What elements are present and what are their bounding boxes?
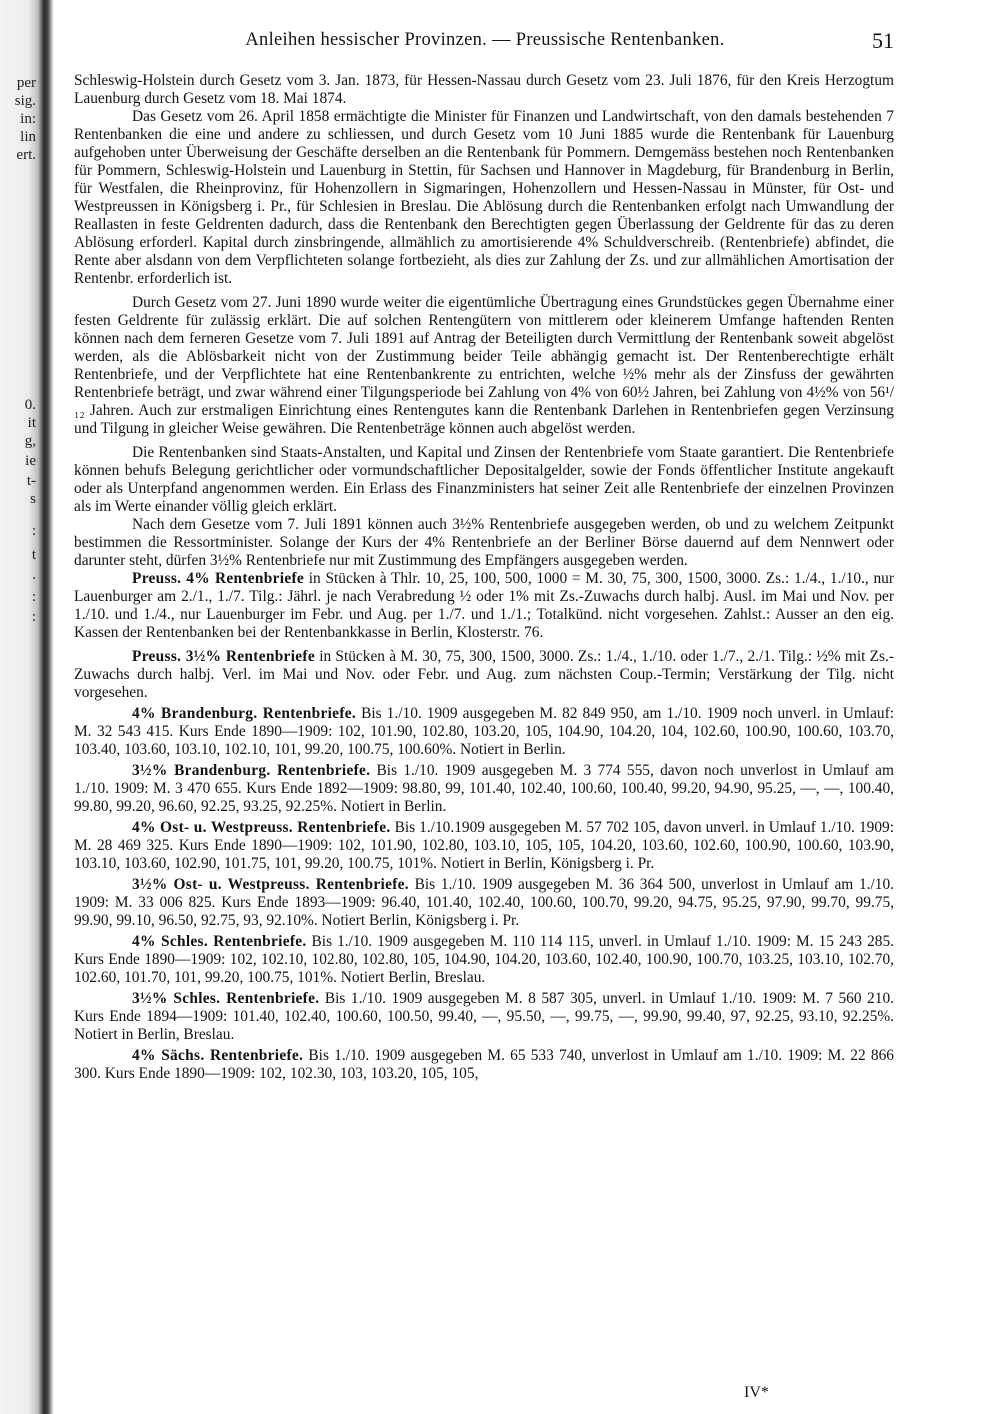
bond-label: 4% Brandenburg. Rentenbriefe. <box>132 705 357 722</box>
bond-text: Bis 1./10. 1909 ausgegeben M. 3 774 555, davon noch unverlost in Umlauf am 1./10. 1909: M. 3 470 655. Kurs Ende 1892—1909: 98.80, 99, 101.40, 102.40, 100.60, 100.40, 99.20, 94.90, 95.25, —, —, 100.40, 99.80, 99.20, 96.60, 92.25, 93.25, 92.25%. Notiert in Berlin. <box>74 762 894 815</box>
gutter-fragment: sig. <box>14 93 36 109</box>
running-title: Anleihen hessischer Provinzen. — Preussische Rentenbanken. <box>245 30 725 50</box>
gutter-fragment: g, <box>24 433 36 449</box>
bond-label: 4% Ost- u. Westpreuss. Rentenbriefe. <box>132 819 391 836</box>
bond-entry <box>74 762 894 816</box>
bond-entry <box>74 819 894 873</box>
gutter-fragment: in: <box>20 111 36 127</box>
bond-entry <box>74 705 894 759</box>
gutter-fragment: t <box>31 547 36 563</box>
bond-entry <box>74 933 894 987</box>
bond-text: in Stücken à M. 30, 75, 300, 1500, 3000. Zs.: 1./4., 1./10. oder 1./7., 2./1. Tilg.: ½% mit Zs.-Zuwachs durch halbj. Verl. im Mai und Nov. oder Febr. und Aug. zum nächsten Coup.-Termin; Verstärkung der Tilg. nicht vorgesehen. <box>74 648 894 701</box>
bond-text: Bis 1./10. 1909 ausgegeben M. 110 114 115, unverl. in Umlauf 1./10. 1909: M. 15 243 285. Kurs Ende 1890—1909: 102, 102.10, 102.80, 102.80, 105, 104.90, 104.20, 103.60, 102.40, 100.90, 100.70, 103.25, 103.10, 102.70, 102.60, 101.70, 101, 99.20, 100.75, 101%. Notiert Berlin, Breslau. <box>74 933 895 986</box>
bond-text: Bis 1./10.1909 ausgegeben M. 57 702 105, davon unverl. in Umlauf 1./10. 1909: M. 28 469 325. Kurs Ende 1890—1909: 102, 101.90, 102.80, 103.10, 105, 105, 104.20, 103.60, 102.60, 100.90, 100.60, 103.90, 103.10, 103.60, 102.90, 101.75, 101, 99.20, 100.75, 101%. Notiert in Berlin, Königsberg i. Pr. <box>74 819 895 872</box>
gutter-fragment: t- <box>26 473 36 489</box>
paragraph: Nach dem Gesetze vom 7. Juli 1891 können auch 3½% Rentenbriefe ausgegeben werden, ob und zu welchem Zeitpunkt bestimmen die Ressortminister. Solange der Kurs der 4% Rentenbriefe an der Berliner Börse dauernd auf dem Nennwert oder darunter steht, dürfen 3½% Rentenbriefe nur mit Zustimmung des Empfängers ausgegeben werden. <box>74 516 894 569</box>
bond-label: 3½% Schles. Rentenbriefe. <box>132 990 320 1007</box>
gutter-fragment: : <box>31 589 36 605</box>
bond-label: Preuss. 4% Rentenbriefe <box>132 570 305 587</box>
gutter-fragment: ert. <box>16 147 36 163</box>
bond-text: Bis 1./10. 1909 ausgegeben M. 36 364 500, unverlost in Umlauf am 1./10. 1909: M. 33 006 825. Kurs Ende 1893—1909: 96.40, 101.40, 102.40, 100.60, 100.70, 99.20, 94.75, 95.25, 97.90, 99.70, 99.75, 99.90, 99.10, 96.50, 92.75, 93, 92.10%. Notiert Berlin, Königsberg i. Pr. <box>74 876 894 929</box>
bond-label: Preuss. 3½% Rentenbriefe <box>132 648 315 665</box>
gutter-fragment: per <box>16 75 36 91</box>
bond-label: 3½% Ost- u. Westpreuss. Rentenbriefe. <box>132 876 409 893</box>
signature-mark: IV* <box>744 1384 769 1401</box>
gutter-fragment: ie <box>25 453 36 469</box>
paragraph: Das Gesetz vom 26. April 1858 ermächtigte die Minister für Finanzen und Landwirtschaft, von den damals bestehenden 7 Rentenbanken die eine und andere zu schliessen, und durch Gesetz vom 10 Juni 1885 wurde die Rentenbank für Lauenburg aufgehoben unter Überweisung der Geschäfte derselben an die Rentenbank für Pommern. Demgemäss bestehen noch Rentenbanken für Pommern, Schleswig-Holstein und Lauenburg in Stettin, für Sachsen und Hannover in Magdeburg, für Brandenburg in Berlin, für Westfalen, die Rheinprovinz, für Hohenzollern in Sigmaringen, Hohenzollern und Hessen-Nassau in Münster, für Ost- und Westpreussen in Königsberg i. Pr., für Schlesien in Breslau. Die Ablösung durch die Rentenbanken erfolgt nach Umwandlung der Reallasten in feste Geldrenten dadurch, dass die Rentenbank den Berechtigten gegen Überlassung der Geldrente für das zu deren Ablösung erforderl. Kapital durch zinsbringende, allmählich zu amortisierende 4% Schuldverschreib. (Rentenbriefe) abfindet, die Rente aber alsdann von dem Verpflichteten solange fortbezieht, als dies zur Zahlung der Zs. und zur allmählichen Amortisation der Rentenbr. erforderlich ist. <box>74 108 894 287</box>
bond-entry <box>74 648 894 702</box>
gutter-fragment: lin <box>20 129 36 145</box>
bond-label: 3½% Brandenburg. Rentenbriefe. <box>132 762 371 779</box>
gutter-fragment: : <box>31 609 36 625</box>
bond-text: Bis 1./10. 1909 ausgegeben M. 65 533 740, unverlost in Umlauf am 1./10. 1909: M. 22 866 300. Kurs Ende 1890—1909: 102, 102.30, 103, 103.20, 105, 105, <box>74 1047 894 1082</box>
bond-label: 4% Schles. Rentenbriefe. <box>132 933 307 950</box>
paragraph: Die Rentenbanken sind Staats-Anstalten, und Kapital und Zinsen der Rentenbriefe vom Staate garantiert. Die Rentenbriefe können behufs Belegung gerichtlicher oder vormundschaftlicher Depositalgelder, sowie der Fonds öffentlicher Institute angekauft oder als Unterpfand angenommen werden. Ein Erlass des Finanzministers hat seiner Zeit alle Rentenbriefe der einzelnen Provinzen als im Werte einander völlig gleich erklärt. <box>74 444 894 515</box>
bond-entry <box>74 990 894 1044</box>
page-number: 51 <box>872 28 894 53</box>
bond-entry <box>74 876 894 930</box>
bond-text: in Stücken à Thlr. 10, 25, 100, 500, 1000 = M. 30, 75, 300, 1500, 3000. Zs.: 1./4., 1./10., nur Lauenburger am 2./1., 1./7. Tilg.: Jährl. je nach Verabredung ½ oder 1% mit Zs.-Zuwachs durch halbj. Ausl. im Mai und Nov. per 1./10. und 1./4., nur Lauenburger im Febr. und Aug. per 1./7. und 1./1.; Totalkünd. nicht vorgesehen. Zahlst.: Ausser an den eig. Kassen der Rentenbanken bei der Rentenbankkasse in Berlin, Klosterstr. 76. <box>74 570 894 641</box>
gutter-fragment: s <box>30 491 36 507</box>
paragraph: Schleswig-Holstein durch Gesetz vom 3. Jan. 1873, für Hessen-Nassau durch Gesetz vom 23. Juli 1876, für den Kreis Herzogtum Lauenburg durch Gesetz vom 18. Mai 1874. <box>74 72 894 107</box>
bond-text: Bis 1./10. 1909 ausgegeben M. 82 849 950, am 1./10. 1909 noch unverl. in Umlauf: M. 32 543 415. Kurs Ende 1890—1909: 102, 101.90, 102.80, 103.20, 105, 104.90, 104.20, 104, 102.60, 100.90, 100.60, 103.70, 103.40, 103.60, 103.10, 102.10, 101, 99.20, 100.75, 100.60%. Notiert in Berlin. <box>74 705 894 758</box>
page-header <box>74 30 896 56</box>
bond-text: Bis 1./10. 1909 ausgegeben M. 8 587 305, unverl. in Umlauf 1./10. 1909: M. 7 560 210. Kurs Ende 1894—1909: 101.40, 102.40, 100.60, 100.50, 99.40, —, 95.50, —, 99.75, —, 99.90, 99.40, 97, 92.25, 93.10, 92.25%. Notiert in Berlin, Breslau. <box>74 990 894 1043</box>
bond-entry <box>74 1047 894 1083</box>
neighbor-page-gutter <box>0 0 54 1414</box>
gutter-fragment: it <box>27 415 36 431</box>
bond-label: 4% Sächs. Rentenbriefe. <box>132 1047 304 1064</box>
paragraph: Durch Gesetz vom 27. Juni 1890 wurde weiter die eigentümliche Übertragung eines Grundstückes gegen Übernahme einer festen Geldrente für zulässig erklärt. Die auf solchen Rentengütern von mittlerem oder kleinerem Umfange haftenden Renten können nach dem ferneren Gesetze vom 7. Juli 1891 auf Antrag der Beteiligten durch Vermittlung der Rentenbank soweit abgelöst werden, als die Ablösbarkeit nicht von der Zustimmung beider Teile abhängig gemacht ist. Der Rentenberechtigte erhält Rentenbriefe, und der Verpflichtete hat eine Rentenbankrente zu entrichten, welche ½% mehr als der Zinsfuss der gewährten Rentenbriefe beträgt, und zwar während einer Tilgungsperiode bei Zahlung von 4% von 60½ Jahren, bei Zahlung von 4½% von 56¹/₁₂ Jahren. Auch zur erstmaligen Einrichtung eines Rentengutes kann die Rentenbank Darlehen in Rentenbriefen gegen Verzinsung und Tilgung in gleicher Weise gewähren. Die Rentenbeträge können auch abgelöst werden. <box>74 294 894 437</box>
gutter-fragment: . <box>32 567 36 583</box>
page-body <box>74 72 894 1083</box>
gutter-fragment: 0. <box>24 397 36 413</box>
bond-entry <box>74 570 894 642</box>
gutter-fragment: : <box>31 523 36 539</box>
